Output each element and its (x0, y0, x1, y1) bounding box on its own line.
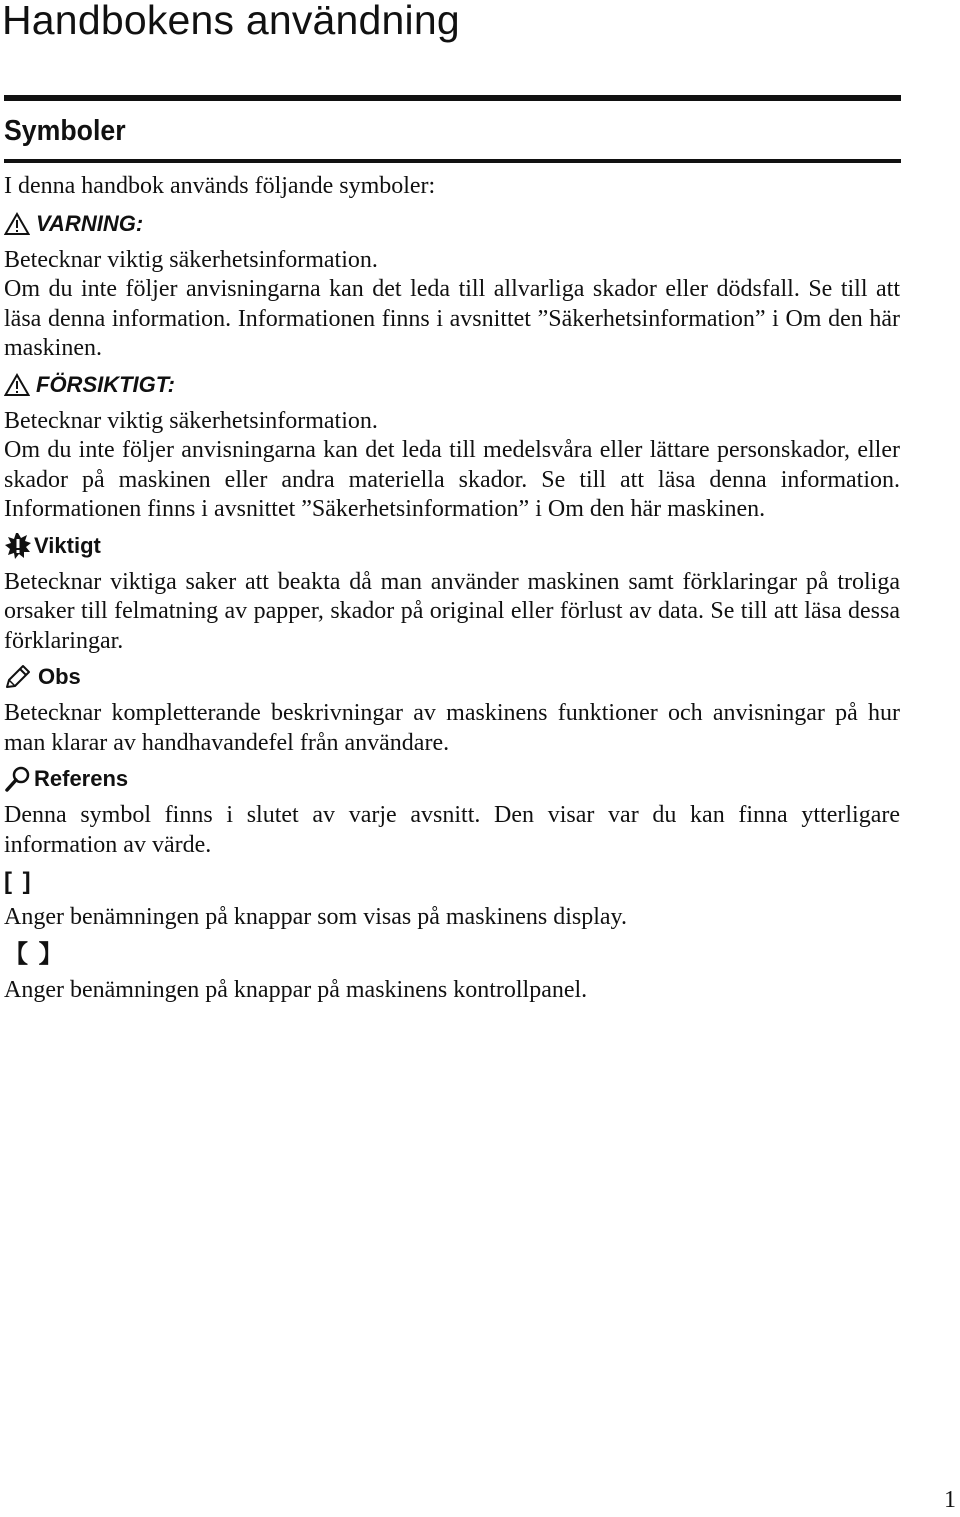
paragraph: Betecknar viktig säkerhetsinformation. (4, 407, 378, 434)
symbol-entry-display-keys (4, 867, 900, 933)
magnifier-icon (4, 765, 32, 793)
section-title: Symboler (4, 115, 126, 147)
symbol-entry-caution (4, 371, 900, 525)
symbol-entry-reference (4, 765, 900, 860)
paragraph: Betecknar viktig säkerhetsinformation. (4, 246, 378, 273)
pencil-note-icon (4, 664, 32, 690)
warning-label: VARNING: (4, 210, 900, 238)
page-number: 1 (944, 1487, 956, 1513)
paragraph: Om du inte följer anvisningarna kan det leda till medelsvåra eller lättare personskador, eller skador på maskinen eller andra materiella skador. Se till att läsa denna information. Informationen finns i avsnittet ”Säkerhetsinformation” i Om den här maskinen. (4, 437, 900, 522)
caution-label: FÖRSIKTIGT: (4, 371, 900, 399)
bold-bracket-label: 【 】 (4, 940, 65, 968)
intro-text: I denna handbok används följande symboler: (4, 173, 436, 199)
paragraph: Betecknar viktiga saker att beakta då man använder maskinen samt förklaringar på troliga orsaker till felmatning av papper, skador på original eller förlust av data. Se till att läsa dessa förklaringar. (4, 568, 900, 654)
warning-triangle-icon (4, 373, 30, 397)
section-header (4, 95, 901, 163)
symbol-entry-warning (4, 210, 900, 364)
important-burst-icon (4, 532, 32, 560)
paragraph: Anger benämningen på knappar på maskinens kontrollpanel. (4, 976, 588, 1003)
bracket-label: [ ] (4, 868, 33, 895)
reference-label: Referens (4, 765, 900, 793)
important-label: Viktigt (4, 532, 900, 560)
symbol-entry-note (4, 663, 900, 758)
symbol-entry-important (4, 532, 900, 657)
paragraph: Om du inte följer anvisningarna kan det leda till allvarliga skador eller dödsfall. Se till att läsa denna information. Informationen finns i avsnittet ”Säkerhetsinformation” i Om den här maskinen. (4, 276, 900, 361)
symbol-entry-panel-keys (4, 940, 900, 1006)
page-title: Handbokens användning (2, 0, 460, 43)
note-label: Obs (4, 663, 900, 691)
paragraph: Denna symbol finns i slutet av varje avsnitt. Den visar var du kan finna ytterligare information av värde. (4, 802, 900, 858)
paragraph: Anger benämningen på knappar som visas på maskinens display. (4, 904, 627, 930)
symbols-content (4, 172, 900, 1012)
warning-triangle-icon (4, 212, 30, 236)
paragraph: Betecknar kompletterande beskrivningar av maskinens funktioner och anvisningar på hur man klarar av handhavandefel från användare. (4, 700, 900, 756)
